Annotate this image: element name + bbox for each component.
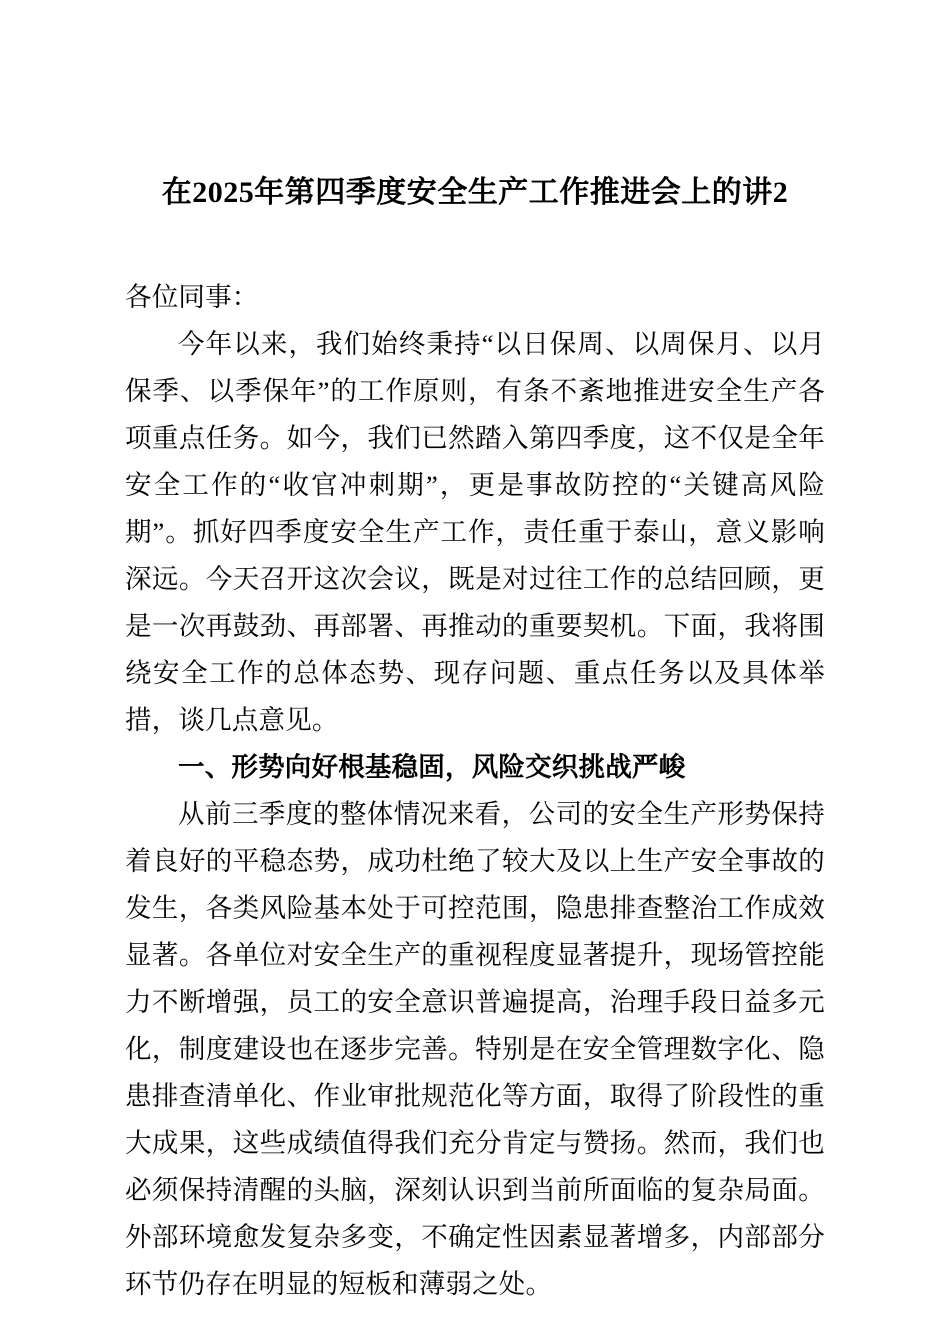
- salutation: 各位同事：: [125, 282, 259, 312]
- section-heading-one: 一、形势向好根基稳固，风险交织挑战严峻: [178, 752, 686, 782]
- title-spacer: [125, 216, 825, 274]
- document-content: [125, 170, 825, 1308]
- page-title: 在2025年第四季度安全生产工作推进会上的讲2: [161, 176, 789, 209]
- paragraph-section-one-body: 从前三季度的整体情况来看，公司的安全生产形势保持着良好的平稳态势，成功杜绝了较大及以上生产安全事故的发生，各类风险基本处于可控范围，隐患排查整治工作成效显著。各单位对安全生产的重视程度显著提升，现场管控能力不断增强，员工的安全意识普遍提高，治理手段日益多元化，制度建设也在逐步完善。特别是在安全管理数字化、隐患排查清单化、作业审批规范化等方面，取得了阶段性的重大成果，这些成绩值得我们充分肯定与赞扬。然而，我们也必须保持清醒的头脑，深刻认识到当前所面临的复杂局面。外部环境愈发复杂多变，不确定性因素显著增多，内部部分环节仍存在明显的短板和薄弱之处。: [125, 799, 825, 1299]
- paragraph-opening: 今年以来，我们始终秉持“以日保周、以周保月、以月保季、以季保年”的工作原则，有条不紊地推进安全生产各项重点任务。如今，我们已然踏入第四季度，这不仅是全年安全工作的“收官冲刺期”，更是事故防控的“关键高风险期”。抓好四季度安全生产工作，责任重于泰山，意义影响深远。今天召开这次会议，既是对过往工作的总结回顾，更是一次再鼓劲、再部署、再推动的重要契机。下面，我将围绕安全工作的总体态势、现存问题、重点任务以及具体举措，谈几点意见。: [125, 329, 825, 735]
